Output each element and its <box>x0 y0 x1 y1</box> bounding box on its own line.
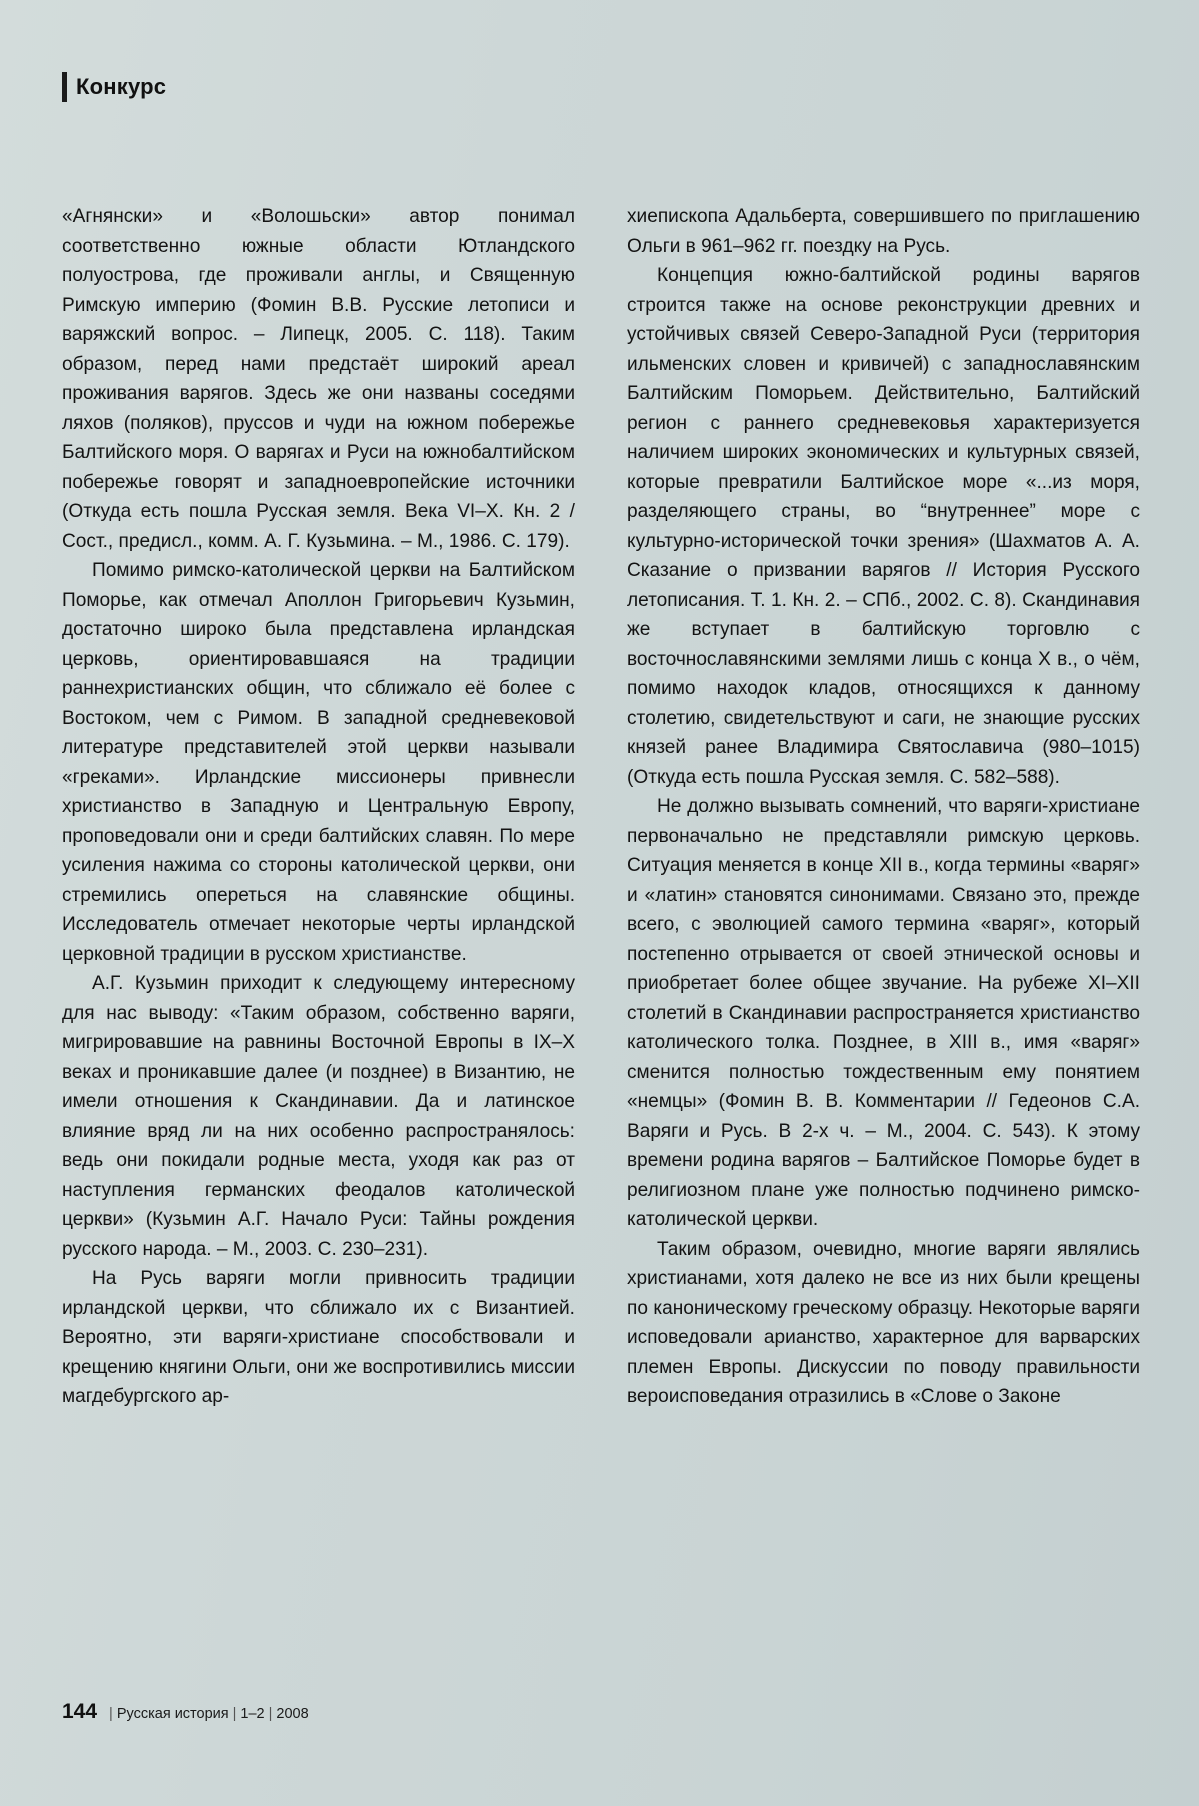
page-footer <box>62 1700 309 1724</box>
page-header <box>62 72 166 102</box>
header-accent-bar <box>62 72 67 102</box>
page-number: 144 <box>62 1700 98 1723</box>
footer-separator: | <box>232 1706 237 1722</box>
column-right <box>627 202 1140 1412</box>
paragraph: «Агнянски» и «Волошьски» автор понимал соответственно южные области Ютландского полуострова, где проживали англы, и Священную Римскую империю (Фомин В.В. Русские летописи и варяжский вопрос. – Липецк, 2005. С. 118). Таким образом, перед нами предстаёт широкий ареал проживания варягов. Здесь же они названы соседями ляхов (поляков), пруссов и чуди на южном побережье Балтийского моря. О варягах и Руси на южнобалтийском побережье говорят и западноевропейские источники (Откуда есть пошла Русская земля. Века VI–X. Кн. 2 / Сост., предисл., комм. А. Г. Кузьмина. – М., 1986. С. 179). <box>62 206 575 552</box>
column-left <box>62 202 575 1412</box>
paragraph: Концепция южно-балтийской родины варягов строится также на основе реконструкции древних и устойчивых связей Северо-Западной Руси (территория ильменских словен и кривичей) с западнославянским Балтийским Поморьем. Действительно, Балтийский регион с раннего средневековья характеризуется наличием широких экономических и культурных связей, которые превратили Балтийское море «...из моря, разделяющего страны, во “внутреннее” море с культурно-исторической точки зрения» (Шахматов А. А. Сказание о призвании варягов // История Русского летописания. Т. 1. Кн. 2. – СПб., 2002. С. 8). Скандинавия же вступает в балтийскую торговлю с восточнославянскими землями лишь с конца X в., о чём, помимо находок кладов, относящихся к данному столетию, свидетельствуют и саги, не знающие русских князей ранее Владимира Святославича (980–1015) (Откуда есть пошла Русская земля. С. 582–588). <box>627 265 1140 788</box>
paragraph: хиепископа Адальберта, совершившего по приглашению Ольги в 961–962 гг. поездку на Русь. <box>627 206 1140 257</box>
issue-year: 2008 <box>276 1706 309 1722</box>
section-title: Конкурс <box>76 74 167 99</box>
paragraph: Таким образом, очевидно, многие варяги являлись христианами, хотя далеко не все из них были крещены по каноническому греческому образцу. Некоторые варяги исповедовали арианство, характерное для варварских племен Европы. Дискуссии по поводу правильности вероисповедания отразились в «Слове о Законе <box>627 1238 1140 1407</box>
footer-separator: | <box>109 1706 113 1722</box>
text-columns <box>62 202 1140 1412</box>
paragraph: Помимо римско-католической церкви на Балтийском Поморье, как отмечал Аполлон Григорьевич Кузьмин, достаточно широко была представлена ирландская церковь, ориентировавшаяся на традиции раннехристианских общин, что сближало её более с Востоком, чем с Римом. В западной средневековой литературе представителей этой церкви называли «греками». Ирландские миссионеры привнесли христианство в Западную и Центральную Европу, проповедовали они и среди балтийских славян. По мере усиления нажима со стороны католической церкви, они стремились опереться на славянские общины. Исследователь отмечает некоторые черты ирландской церковной традиции в русском христианстве. <box>62 560 575 965</box>
journal-name: Русская история <box>116 1706 229 1722</box>
paragraph: А.Г. Кузьмин приходит к следующему интересному для нас выводу: «Таким образом, собственно варяги, мигрировавшие на равнины Восточной Европы в IX–X веках и проникавшие далее (и позднее) в Византию, не имели отношения к Скандинавии. Да и латинское влияние вряд ли на них особенно распространялось: ведь они покидали родные места, уходя как раз от наступления германских феодалов католической церкви» (Кузьмин А.Г. Начало Руси: Тайны рождения русского народа. – М., 2003. С. 230–231). <box>62 973 575 1260</box>
footer-separator: | <box>268 1706 273 1722</box>
page-content <box>62 62 1140 1752</box>
paragraph: Не должно вызывать сомнений, что варяги-христиане первоначально не представляли римскую церковь. Ситуация меняется в конце XII в., когда термины «варяг» и «латин» становятся синонимами. Связано это, прежде всего, с эволюцией самого термина «варяг», который постепенно отрывается от своей этнической основы и приобретает более общее звучание. На рубеже XI–XII столетий в Скандинавии распространяется христианство католического толка. Позднее, в XIII в., имя «варяг» сменится полностью тождественным ему понятием «немцы» (Фомин В. В. Комментарии // Гедеонов С.А. Варяги и Русь. В 2-х ч. – М., 2004. С. 543). К этому времени родина варягов – Балтийское Поморье будет в религиозном плане уже полностью подчинено римско-католической церкви. <box>627 796 1140 1230</box>
issue-number: 1–2 <box>240 1706 265 1722</box>
paragraph: На Русь варяги могли привносить традиции ирландской церкви, что сближало их с Византией. Вероятно, эти варяги-христиане способствовали и крещению княгини Ольги, они же воспротивились миссии магдебургского ар- <box>62 1268 575 1407</box>
